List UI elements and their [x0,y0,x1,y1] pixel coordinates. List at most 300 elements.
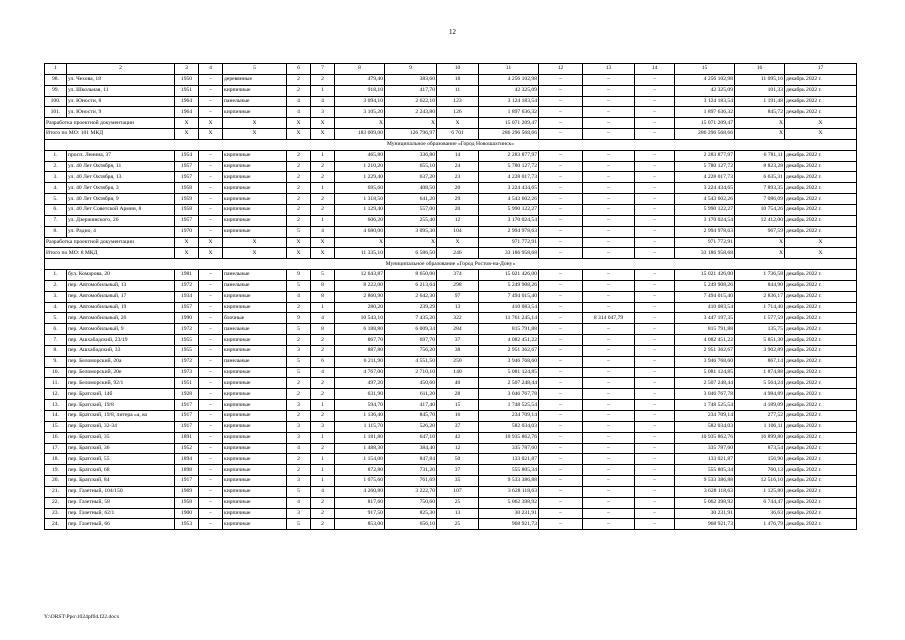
table-cell: 655,10 [385,161,437,172]
table-cell: X [199,237,223,248]
table-cell: кирпичные [223,378,287,389]
table-cell: 9 [287,270,311,281]
table-cell: 9 533 386,88 [675,476,735,487]
table-cell: – [635,302,675,313]
table-cell: – [199,161,223,172]
table-cell: 2 [311,508,335,519]
table-cell: 8 [311,291,335,302]
table-cell: 3 222,70 [385,486,437,497]
table-cell: декабрь 2022 г. [785,161,857,172]
table-cell: – [583,400,635,411]
table-cell: 2 [311,74,335,85]
table-cell: декабрь 2022 г. [785,172,857,183]
table-cell: 3 [287,476,311,487]
table-cell: 2 [311,519,335,530]
table-cell: кирпичные [223,400,287,411]
table-cell: 1 488,30 [335,443,385,454]
table-cell: 29 [437,194,479,205]
table-cell: 1958 [175,497,199,508]
table-cell: 1 [311,302,335,313]
table-cell: 3 046 767,78 [675,389,735,400]
table-cell: 12 516,10 [735,476,785,487]
table-cell: декабрь 2022 г. [785,345,857,356]
table-cell: 760,13 [735,465,785,476]
table-cell: 408,50 [385,183,437,194]
table-cell: – [583,129,635,140]
table-cell: – [635,400,675,411]
table-cell: 22. [45,497,67,508]
table-cell: 8 650,00 [385,270,437,281]
table-cell: – [583,378,635,389]
table-cell: 1 897 636,32 [675,107,735,118]
table-cell: X [385,118,437,129]
table-cell: – [539,519,583,530]
table-cell: 286 296 568,66 [675,129,735,140]
table-cell: 555 805,34 [479,465,539,476]
table-cell: – [539,150,583,161]
table-row [45,411,857,422]
table-cell: декабрь 2022 г. [785,107,857,118]
table-row [45,367,857,378]
table-cell: X [287,129,311,140]
table-cell: 417,70 [385,85,437,96]
table-cell: 2 951 362,67 [479,345,539,356]
table-cell: – [539,291,583,302]
table-cell: X [785,129,857,140]
table-cell: 1 106,11 [735,421,785,432]
table-cell: – [583,248,635,259]
table-cell: 2 [287,172,311,183]
table-cell: панельные [223,270,287,281]
table-cell: 3 170 024,54 [479,215,539,226]
table-cell: 20. [45,476,67,487]
table-cell: 761,69 [385,476,437,487]
table-cell: 98. [45,74,67,85]
table-cell: X [335,237,385,248]
table-row [45,476,857,487]
table-cell: – [539,465,583,476]
table-body [45,64,857,530]
table-cell: 336,80 [385,150,437,161]
table-cell: кирпичные [223,161,287,172]
table-cell: – [583,356,635,367]
table-cell: – [539,508,583,519]
table-cell: пер. Братский, 55 [67,454,175,465]
table-cell: просп. Ленина, 37 [67,150,175,161]
table-cell: 1 210,20 [335,161,385,172]
table-cell: 1 [311,183,335,194]
table-cell: – [199,280,223,291]
table-cell: – [539,443,583,454]
table-cell: кирпичные [223,497,287,508]
table-cell: кирпичные [223,172,287,183]
table-cell: X [175,248,199,259]
table-cell: 2 [311,443,335,454]
table-cell: – [583,215,635,226]
column-number-cell: 10 [437,64,479,75]
table-cell: X [287,118,311,129]
table-cell: – [199,324,223,335]
table-cell: 126 796,97 [385,129,437,140]
table-cell: деревянные [223,74,287,85]
table-cell: 335 787,60 [479,443,539,454]
table-cell: кирпичные [223,519,287,530]
table-cell: 1 748 525,54 [479,400,539,411]
table-cell: – [539,118,583,129]
table-cell: 25 [437,497,479,508]
table-cell: 4 767,00 [335,367,385,378]
table-cell: декабрь 2022 г. [785,367,857,378]
table-cell: 6 213,64 [385,280,437,291]
table-cell: 2 507 248,44 [675,378,735,389]
table-cell: 3 094,10 [335,96,385,107]
table-cell: – [635,270,675,281]
table-cell: кирпичные [223,508,287,519]
column-number-cell: 11 [479,64,539,75]
table-cell: 4 [287,443,311,454]
table-cell: 28 [437,389,479,400]
table-cell: – [199,486,223,497]
table-cell: 11 335,10 [335,248,385,259]
table-cell: 3 170 024,54 [675,215,735,226]
table-cell: – [583,443,635,454]
table-row [45,335,857,346]
table-cell: 817,60 [335,497,385,508]
table-cell: – [199,107,223,118]
table-cell: 4 082 451,22 [675,335,735,346]
table-cell: декабрь 2022 г. [785,465,857,476]
table-cell: 277,52 [735,411,785,422]
table-cell: 335 787,60 [675,443,735,454]
table-cell: 1917 [175,476,199,487]
table-cell: 4 256 102,98 [479,74,539,85]
table-cell: пер. Автомобильный, 13 [67,280,175,291]
table-cell: декабрь 2022 г. [785,215,857,226]
table-row [45,204,857,215]
table-cell: – [583,476,635,487]
table-cell: декабрь 2022 г. [785,389,857,400]
table-cell: Итого по МО: 8 МКД [45,248,175,259]
table-cell: пер. Автомобильный, 26 [67,313,175,324]
table-cell: 1954 [175,150,199,161]
table-cell: – [199,74,223,85]
table-cell: 12 412,00 [735,215,785,226]
table-row [45,302,857,313]
table-cell: 4 [311,486,335,497]
table-cell: 255,40 [385,215,437,226]
table-cell: – [539,280,583,291]
table-cell: 479,40 [335,74,385,85]
table-cell: пер. Братский, 19/8 [67,400,175,411]
table-cell: – [583,497,635,508]
table-cell: 465,80 [335,150,385,161]
table-cell: 1891 [175,432,199,443]
table-row [45,280,857,291]
table-cell: ул. Юности, 8 [67,96,175,107]
table-cell: 4 [287,107,311,118]
table-cell: 845,70 [385,411,437,422]
table-cell: – [539,367,583,378]
table-row [45,443,857,454]
table-cell: 246 [437,248,479,259]
table-cell: декабрь 2022 г. [785,356,857,367]
table-cell: 2 [287,335,311,346]
table-cell: – [635,421,675,432]
table-cell: 21. [45,486,67,497]
table-cell: кирпичные [223,183,287,194]
table-cell: 6. [45,204,67,215]
table-cell: 526,20 [385,421,437,432]
table-cell: 5 [287,356,311,367]
table-cell: 3 105,20 [335,107,385,118]
table-row [45,107,857,118]
table-cell: 2 507 248,44 [479,378,539,389]
table-cell: 1957 [175,215,199,226]
table-cell: 37 [437,335,479,346]
table-cell: пер. Газетный, 66 [67,519,175,530]
table-cell: X [437,237,479,248]
table-cell: 3 628 118,63 [675,486,735,497]
table-cell: 1 075,60 [335,476,385,487]
table-cell: 4 228 017,73 [675,172,735,183]
table-cell: 4 [287,497,311,508]
table-cell: – [539,194,583,205]
table-cell: X [785,248,857,259]
table-cell: 24 [437,161,479,172]
table-cell: пер. Газетный, 58 [67,497,175,508]
table-cell: 5 564,24 [735,378,785,389]
table-cell: ул. Юности, 9 [67,107,175,118]
table-cell: – [583,486,635,497]
table-cell: – [635,74,675,85]
table-cell: 3 628 118,63 [479,486,539,497]
table-cell: 104 [437,226,479,237]
housing-repair-table [44,63,857,530]
table-cell: кирпичные [223,85,287,96]
table-cell: декабрь 2022 г. [785,226,857,237]
table-cell: 2 [311,172,335,183]
table-cell: ул. Дзержинского, 26 [67,215,175,226]
table-cell: 971 772,91 [479,237,539,248]
table-cell: 7 494 015,40 [479,291,539,302]
table-cell: пер. Беломорский, 92/1 [67,378,175,389]
table-cell: – [583,367,635,378]
table-cell: 4. [45,183,67,194]
table-cell: кирпичные [223,454,287,465]
table-cell: декабрь 2022 г. [785,486,857,497]
table-row [45,226,857,237]
table-cell: X [223,129,287,140]
table-cell: 968 921,73 [675,519,735,530]
table-cell: кирпичные [223,486,287,497]
table-cell: 2 [311,389,335,400]
table-cell: 918,10 [335,85,385,96]
table-cell: 4 680,00 [335,226,385,237]
table-cell: ул. Чехова, 18 [67,74,175,85]
table-cell: 100. [45,96,67,107]
table-cell: 5 [287,280,311,291]
table-cell: 3 447 197,35 [675,313,735,324]
table-cell: 5 851,30 [735,335,785,346]
table-cell: ул. 40 Лет Октября, 11 [67,161,175,172]
table-cell: 9 [287,313,311,324]
table-cell: 5 249 908,26 [675,280,735,291]
table-cell: – [635,161,675,172]
table-cell: 2 [287,194,311,205]
table-cell: 2 [287,150,311,161]
table-cell: 1964 [175,96,199,107]
table-cell: 5 [287,486,311,497]
table-cell: – [583,204,635,215]
table-cell: 695,60 [335,183,385,194]
table-cell: 1 [311,476,335,487]
table-cell: 4 256 102,98 [675,74,735,85]
table-cell: 450,60 [385,378,437,389]
table-cell: – [199,411,223,422]
table-cell: 410 083,54 [479,302,539,313]
table-row [45,96,857,107]
table-cell: 384,40 [385,443,437,454]
table-cell: 15 071 209,47 [479,118,539,129]
table-cell: 2 [311,345,335,356]
table-cell: декабрь 2022 г. [785,335,857,346]
table-cell: – [583,345,635,356]
table-cell: 2 243,80 [385,107,437,118]
table-row [45,400,857,411]
column-number-cell: 12 [539,64,583,75]
table-cell: 1969 [175,486,199,497]
table-cell: ул. 40 Лет Советской Армии, 8 [67,204,175,215]
table-cell: 847,84 [385,454,437,465]
table-cell: 3 902,89 [735,345,785,356]
table-cell: ул. 40 Лет Октября, 13 [67,172,175,183]
table-cell: пер. Братский, 32-34 [67,421,175,432]
table-cell: 101,33 [735,85,785,96]
table-cell: 5 990 122,27 [675,204,735,215]
table-cell: 15 071 209,47 [675,118,735,129]
table-cell: – [199,226,223,237]
table-cell: 14. [45,411,67,422]
table-cell: 40 [437,378,479,389]
table-cell: 647,10 [385,432,437,443]
table-cell: 1 229,40 [335,172,385,183]
table-cell: – [199,183,223,194]
table-cell: X [311,248,335,259]
table-cell: – [199,150,223,161]
table-cell: 2 836,17 [735,291,785,302]
table-cell: – [199,215,223,226]
table-cell: 101. [45,107,67,118]
table-cell: – [539,215,583,226]
table-cell: X [175,129,199,140]
table-cell: 1 181,80 [335,432,385,443]
table-cell: 1917 [175,421,199,432]
table-cell: 4 082 451,22 [479,335,539,346]
table-cell: 1 136,40 [335,411,385,422]
table-cell: декабрь 2022 г. [785,280,857,291]
table-cell: 731,20 [385,465,437,476]
table-row [45,270,857,281]
table-cell: 5 [311,270,335,281]
table-cell: 3 946 768,60 [479,356,539,367]
table-cell: кирпичные [223,432,287,443]
table-cell: 845,72 [735,107,785,118]
table-cell: 35 [437,476,479,487]
table-cell: – [635,389,675,400]
column-number-cell: 9 [385,64,437,75]
table-cell: 2 642,30 [385,291,437,302]
table-cell: 1 [311,215,335,226]
table-cell: 853,00 [335,519,385,530]
table-cell: 1 115,70 [335,421,385,432]
table-cell: X [311,129,335,140]
table-cell: – [583,183,635,194]
table-cell: – [635,85,675,96]
table-cell: пер. Беломорский, 20а [67,356,175,367]
table-cell: пер. Братский, 35 [67,432,175,443]
table-cell: – [199,508,223,519]
column-number-cell: 7 [311,64,335,75]
table-cell: 1. [45,270,67,281]
table-cell: – [199,194,223,205]
table-cell: 4 [287,291,311,302]
table-cell: 2 994 978,63 [479,226,539,237]
table-cell: блочные [223,313,287,324]
table-cell: 2 [287,411,311,422]
table-cell: пер. Братский, 19/8, литера «а, ко [67,411,175,422]
table-cell: 4 260,80 [335,486,385,497]
table-cell: 1953 [175,519,199,530]
table-cell: – [199,497,223,508]
table-cell: – [635,291,675,302]
table-cell: 1 736,58 [735,270,785,281]
table-cell: бул. Комарова, 20 [67,270,175,281]
table-cell: 5 081 124,85 [675,367,735,378]
table-cell: кирпичные [223,367,287,378]
table-cell: 887,80 [335,345,385,356]
table-cell: – [635,107,675,118]
table-cell: 4 [311,226,335,237]
table-cell: 107 [437,486,479,497]
table-cell: 611,20 [385,389,437,400]
table-cell: 3 095,30 [385,226,437,237]
table-cell: – [583,237,635,248]
table-cell: кирпичные [223,204,287,215]
table-cell: 30 231,91 [479,508,539,519]
table-cell: 1 154,00 [335,454,385,465]
table-cell: 2 283 877,97 [479,150,539,161]
table-cell: 5. [45,194,67,205]
table-cell: кирпичные [223,226,287,237]
table-cell: 631,90 [335,389,385,400]
table-cell: – [199,313,223,324]
table-cell: 11. [45,378,67,389]
table-cell: пер. Братский, 68 [67,465,175,476]
table-cell: 13 [437,302,479,313]
table-cell: 4. [45,302,67,313]
table-cell: 3 [287,508,311,519]
table-cell: 1928 [175,389,199,400]
table-cell: 1 [311,465,335,476]
table-cell: декабрь 2022 г. [785,443,857,454]
table-cell: – [583,172,635,183]
table-cell: 1958 [175,204,199,215]
table-cell: 8. [45,345,67,356]
table-cell: 1 874,88 [735,367,785,378]
table-cell: 5. [45,313,67,324]
table-cell: 1973 [175,367,199,378]
table-cell: 280,20 [335,302,385,313]
